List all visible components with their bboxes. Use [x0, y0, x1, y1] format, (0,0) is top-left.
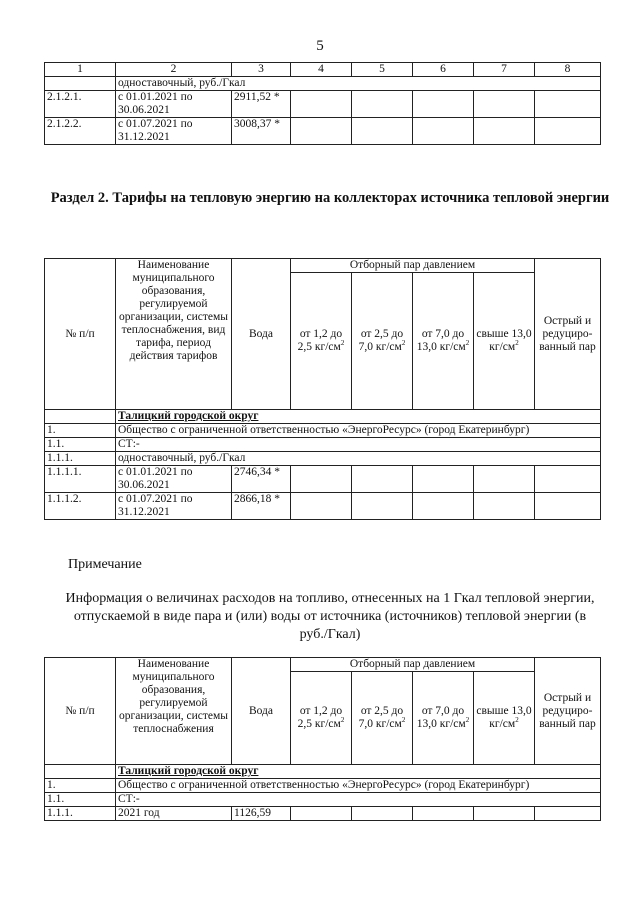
row-number: 1.1.1.: [45, 452, 116, 466]
system-row: [45, 793, 601, 807]
header-steam-group: Отборный пар давлением: [291, 259, 535, 273]
row-period: с 01.07.2021 по 31.12.2021: [116, 493, 232, 520]
water-value: 2866,18 *: [232, 493, 291, 520]
system-name: СТ:-: [116, 438, 601, 452]
row-number: 1.: [45, 424, 116, 438]
district-label: Талицкий городской округ: [116, 410, 601, 424]
row-period: с 01.01.2021 по 30.06.2021: [116, 466, 232, 493]
row-number: 1.1.1.2.: [45, 493, 116, 520]
header-row: [45, 658, 601, 672]
column-number-row: [45, 63, 601, 77]
org-row: [45, 779, 601, 793]
page-number: 5: [316, 38, 324, 54]
header-row: [45, 259, 601, 273]
header-steam-4: свыше 13,0 $кг/см^2$: [474, 672, 535, 765]
header-water: Вода: [232, 658, 291, 765]
fuel-cost-table: [44, 657, 601, 821]
col-number: 1: [45, 63, 116, 77]
table-row: [45, 807, 601, 821]
header-num: № п/п: [45, 259, 116, 410]
col-number: 5: [352, 63, 413, 77]
table-row: [45, 466, 601, 493]
system-row: [45, 438, 601, 452]
water-value: 3008,37 *: [232, 118, 291, 145]
org-name: Общество с ограниченной ответственностью «ЭнергоРесурс» (город Екатеринбург): [116, 424, 601, 438]
header-steam-1: от 1,2 до 2,5 $кг/см^2$: [291, 672, 352, 765]
tariff-type: одноставочный, руб./Гкал: [116, 452, 601, 466]
row-number: [45, 77, 116, 91]
water-value: 2911,52 *: [232, 91, 291, 118]
row-number: 1.1.: [45, 438, 116, 452]
col-number: 4: [291, 63, 352, 77]
row-period: с 01.07.2021 по 31.12.2021: [116, 118, 232, 145]
row-number: 1.1.1.1.: [45, 466, 116, 493]
header-steam-2: от 2,5 до 7,0 $кг/см^2$: [352, 672, 413, 765]
table-row: [45, 118, 601, 145]
org-name: Общество с ограниченной ответственностью «ЭнергоРесурс» (город Екатеринбург): [116, 779, 601, 793]
header-steam-group: Отборный пар давлением: [291, 658, 535, 672]
district-row: [45, 410, 601, 424]
col-number: 8: [535, 63, 601, 77]
header-sharp-steam: Острый и редуциро-ванный пар: [535, 259, 601, 410]
row-number: 1.1.: [45, 793, 116, 807]
note-label: Примечание: [68, 557, 142, 572]
header-num: № п/п: [45, 658, 116, 765]
row-number: 2.1.2.1.: [45, 91, 116, 118]
col-number: 3: [232, 63, 291, 77]
row-number: 1.1.1.: [45, 807, 116, 821]
info-text: Информация о величинах расходов на топливо, отнесенных на 1 Гкал тепловой энергии, отпускаемой в виде пара и (или) воды от источника (источников) тепловой энергии (в руб./Гкал): [65, 591, 595, 642]
col-number: 2: [116, 63, 232, 77]
tariff-row: [45, 452, 601, 466]
header-steam-4: свыше 13,0 $кг/см^2$: [474, 273, 535, 410]
tariff-table-section2: [44, 258, 601, 520]
header-steam-2: от 2,5 до 7,0 $кг/см^2$: [352, 273, 413, 410]
header-steam-3: от 7,0 до 13,0 $кг/см^2$: [413, 672, 474, 765]
row-period: 2021 год: [116, 807, 232, 821]
header-name: Наименование муниципального образования, регулируемой организации, системы теплоснабжения: [116, 658, 232, 765]
water-value: 2746,34 *: [232, 466, 291, 493]
header-name: Наименование муниципального образования, регулируемой организации, системы теплоснабжения, вид тарифа, период действия тарифов: [116, 259, 232, 410]
col-number: 7: [474, 63, 535, 77]
section-title: Раздел 2. Тарифы на тепловую энергию на коллекторах источника тепловой энергии: [50, 190, 610, 206]
header-steam-1: от 1,2 до 2,5 $кг/см^2$: [291, 273, 352, 410]
row-number: 2.1.2.2.: [45, 118, 116, 145]
table-row: [45, 77, 601, 91]
table-row: [45, 493, 601, 520]
header-sharp-steam: Острый и редуциро-ванный пар: [535, 658, 601, 765]
row-period: с 01.01.2021 по 30.06.2021: [116, 91, 232, 118]
row-number: 1.: [45, 779, 116, 793]
col-number: 6: [413, 63, 474, 77]
water-value: 1126,59: [232, 807, 291, 821]
header-steam-3: от 7,0 до 13,0 $кг/см^2$: [413, 273, 474, 410]
table-row: [45, 91, 601, 118]
system-name: СТ:-: [116, 793, 601, 807]
tariff-table-continuation: [44, 62, 601, 145]
header-water: Вода: [232, 259, 291, 410]
row-label: одноставочный, руб./Гкал: [116, 77, 601, 91]
org-row: [45, 424, 601, 438]
district-row: [45, 765, 601, 779]
district-label: Талицкий городской округ: [116, 765, 601, 779]
